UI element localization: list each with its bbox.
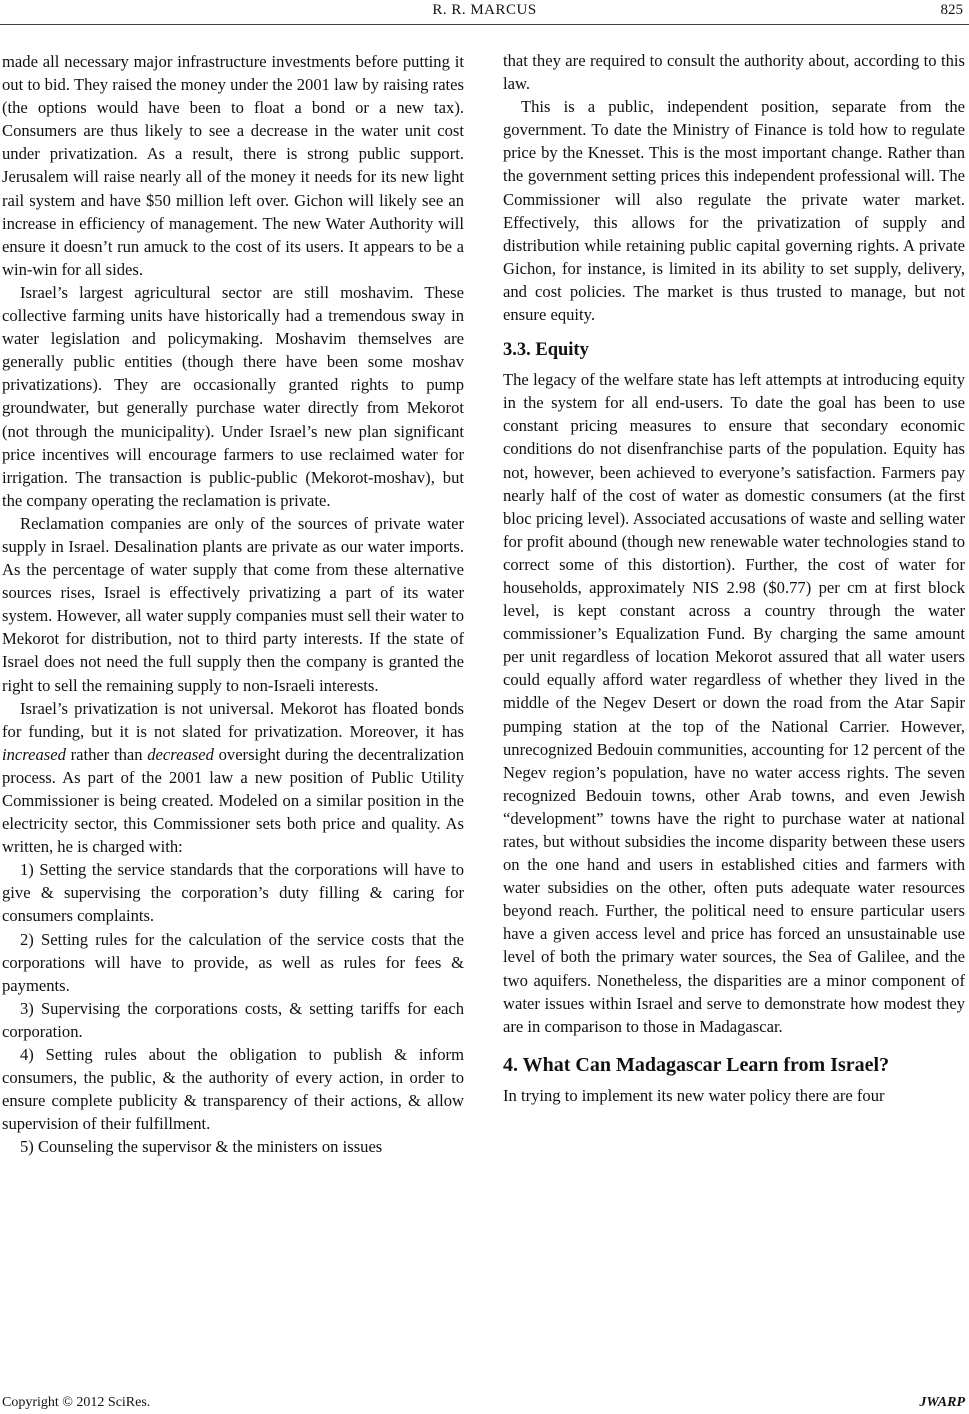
paragraph: that they are required to consult the authority about, according to this law.: [503, 51, 965, 94]
paragraph-text: oversight during the decentralization process. As part of the 2001 law a new position of Public Utility Commissioner is being created. Modeled on a similar position in the electricity sector, this Commissioner sets both price and quality. As written, he is charged with:: [2, 744, 464, 857]
section-heading: 3.3. Equity: [503, 340, 589, 361]
paragraph: [2, 697, 464, 859]
page-footer: [0, 1394, 969, 1414]
section-heading: 4. What Can Madagascar Learn from Israel?: [503, 1053, 890, 1076]
list-item: 4) Setting rules about the obligation to publish & inform consumers, the public, & the authority of every action, in order to ensure complete publicity & transparency of their actions, & allow supervision of their fulfillment.: [2, 1045, 464, 1134]
page-header: [0, 0, 969, 25]
paragraph: In trying to implement its new water policy there are four: [503, 1085, 885, 1105]
paragraph: Reclamation companies are only of the sources of private water supply in Israel. Desalination plants are private as our water imports. As the percentage of water supply that come from these alternative sources rises, Israel is effectively privatizing a part of its water system. However, all water supply companies must sell their water to Mekorot for distribution, not to third party interests. If the state of Israel does not need the full supply then the company is granted the right to sell the remaining supply to non-Israeli interests.: [2, 513, 464, 695]
running-head-author: R. R. MARCUS: [432, 2, 537, 18]
paragraph: The legacy of the welfare state has left attempts at introducing equity in the system for all end-users. To date the goal has been to use constant pricing measures to ensure that secondary economic conditions do not disenfranchise parts of the population. Equity has not, however, been achieved to everyone’s satisfaction. Farmers pay nearly half of the cost of water as domestic consumers (at the first bloc pricing level). Associated accusations of waste and selling water for profit abound (though new renewable water technologies stand to correct some of this distortion). Further, the cost of water for households, approximately NIS 2.98 ($0.77) per cm at first block level, is kept constant across a country through the water commissioner’s Equalization Fund. By charging the same amount per unit regardless of location Mekorot assured that all water users could equally afford water regardless of whether they lived in the middle of the Negev Desert or down the road from the Atar Sapir pumping station at the top of the National Carrier. However, unrecognized Bedouin communities, accounting for 12 percent of the Negev region’s population, have no water access rights. The seven recognized Bedouin towns, other Arab towns, and even Jewish “development” towns have the right to purchase water at national rates, but without subsidies the income disparity between these users on the one hand and users in established cities and farmers with water subsidies on the other, often puts adequate water resources beyond reach. Further, the political need to ensure particular users have a given access level and price has forced an unsustainable use level of both the primary water sources, the Sea of Galilee, and the two aquifers. Nonetheless, the disparities are a minor component of water issues within Israel and serve to demonstrate how modest they are in comparison to those in Madagascar.: [503, 370, 965, 1036]
paragraph: made all necessary major infrastructure investments before putting it out to bid. They raised the money under the 2001 law by raising rates (the options would have been to float a bond or a new tax). Consumers are thus likely to see a decrease in the water unit cost under privatization. As a result, there is strong public support. Jerusalem will raise nearly all of the money it needs for its new light rail system and have $50 million left over. Gichon will likely see an increase in efficiency of management. The new Water Authority will ensure it doesn’t run amuck to the cost of its users. It appears to be a win-win for all sides.: [2, 52, 464, 279]
paragraph: This is a public, independent position, separate from the government. To date the Ministry of Finance is told how to regulate price by the Knesset. This is the most important change. Rather than the government setting prices this independent professional will. The Commissioner will also regulate the private water market. Effectively, this allows for the privatization of supply and distribution while retaining public capital governing rights. A private Gichon, for instance, is limited in its ability to set supply, delivery, and cost policies. The market is thus trusted to manage, but not ensure equity.: [503, 97, 965, 325]
right-column: [503, 49, 965, 1107]
paragraph-text: rather than: [65, 744, 148, 764]
left-column: [2, 50, 464, 1159]
page-number: 825: [940, 2, 963, 18]
emphasis-text: increased: [2, 744, 66, 764]
emphasis-text: decreased: [147, 744, 214, 764]
list-item: 5) Counseling the supervisor & the ministers on issues: [20, 1137, 383, 1157]
copyright-notice: Copyright © 2012 SciRes.: [2, 1395, 151, 1410]
list-item: 3) Supervising the corporations costs, & setting tariffs for each corporation.: [2, 998, 464, 1041]
paragraph-text: Israel’s privatization is not universal. Mekorot has floated bonds for funding, but it is not slated for privatization. Moreover, it has: [2, 698, 464, 741]
list-item: 2) Setting rules for the calculation of the service costs that the corporations will have to provide, as well as rules for fees & payments.: [2, 929, 464, 995]
paragraph: Israel’s largest agricultural sector are still moshavim. These collective farming units have historically had a tremendous sway in water legislation and policymaking. Moshavim themselves are generally public entities (though there have been some moshav privatizations). They are occasionally granted rights to pump groundwater, but generally purchase water directly from Mekorot (not through the municipality). Under Israel’s new plan significant price incentives will encourage farmers to use reclaimed water for irrigation. The transaction is public-public (Mekorot-moshav), but the company operating the reclamation is private.: [2, 282, 464, 510]
journal-name: JWARP: [919, 1395, 965, 1410]
list-item: 1) Setting the service standards that the corporations will have to give & supervising the corporation’s duty filling & caring for consumers complaints.: [2, 860, 464, 926]
